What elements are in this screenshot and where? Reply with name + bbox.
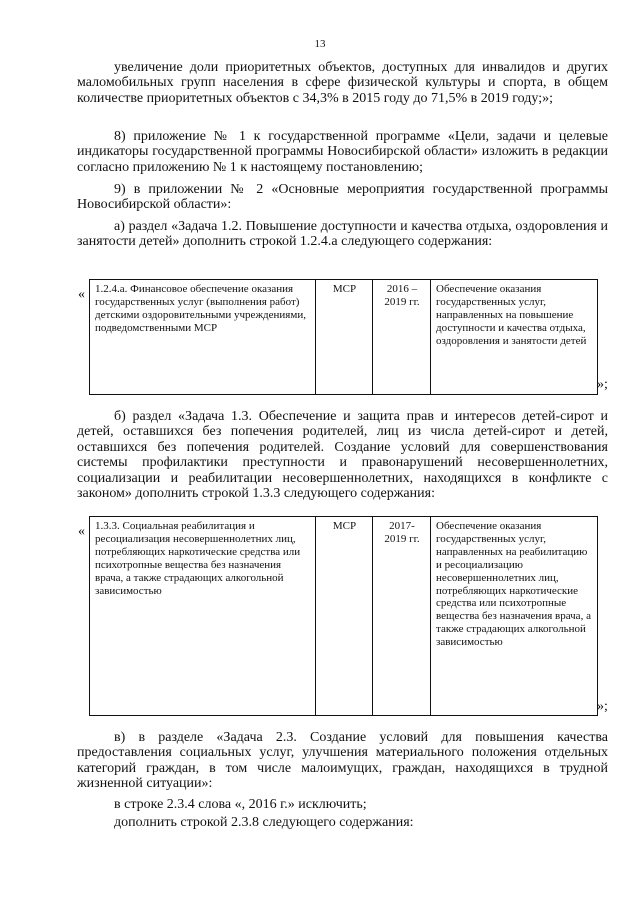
- row-period-cell: 2016 – 2019 гг.: [373, 280, 431, 395]
- page-number: 13: [314, 38, 326, 50]
- open-quote-mark: «: [78, 287, 85, 302]
- paragraph-item-8: 8) приложение № 1 к государственной программе «Цели, задачи и целевые индикаторы государственной программы Новосибирской области» изложить в редакции согласно приложению № 1 к настоящему постановлению;: [77, 129, 608, 175]
- row-name-cell: 1.2.4.а. Финансовое обеспечение оказания государственных услуг (выполнения работ) детскими оздоровительными учреждениями, подведомственными МСР: [90, 280, 316, 395]
- row-executor-cell: МСР: [316, 280, 373, 395]
- open-quote-mark: «: [78, 524, 85, 539]
- paragraph-subitem-a: а) раздел «Задача 1.2. Повышение доступности и качества отдыха, оздоровления и занятости детей» дополнить строкой 1.2.4.а следующего содержания:: [77, 219, 608, 250]
- line-row-2-3-4: в строке 2.3.4 слова «, 2016 г.» исключить;: [114, 797, 367, 812]
- row-result-cell: Обеспечение оказания государственных услуг, направленных на реабилитацию и ресоциализацию несовершеннолетних лиц, потребляющих наркотические средства или психотропные вещества без назначения врача, а также страдающих алкогольной зависимостью: [431, 517, 598, 716]
- row-name-cell: 1.3.3. Социальная реабилитация и ресоциализация несовершеннолетних лиц, потребляющих наркотические средства или психотропные вещества без назначения врача, а также страдающих алкогольной зависимостью: [90, 517, 316, 716]
- paragraph-spatial-accessibility: увеличение доли приоритетных объектов, доступных для инвалидов и других маломобильных групп населения в сфере физической культуры и спорта, в общем количестве приоритетных объектов с 34,3% в 2015 году до 71,5% в 2019 году;»;: [77, 60, 608, 106]
- paragraph-subitem-v: в) в разделе «Задача 2.3. Создание условий для повышения качества предоставления социальных услуг, улучшения материального положения отдельных категорий граждан, в том числе малоимущих, граждан, находящихся в трудной жизненной ситуации»:: [77, 730, 608, 792]
- row-result-cell: Обеспечение оказания государственных услуг, направленных на повышение доступности и качества отдыха, оздоровления и занятости детей: [431, 280, 598, 395]
- row-executor-cell: МСР: [316, 517, 373, 716]
- paragraph-item-9: 9) в приложении № 2 «Основные мероприятия государственной программы Новосибирской области»:: [77, 182, 608, 213]
- line-add-row-2-3-8: дополнить строкой 2.3.8 следующего содержания:: [114, 815, 414, 830]
- close-quote-mark: »;: [597, 377, 608, 392]
- table-row-1-3-3: [89, 516, 598, 716]
- close-quote-mark: »;: [597, 699, 608, 714]
- paragraph-subitem-b: б) раздел «Задача 1.3. Обеспечение и защита прав и интересов детей-сирот и детей, оставшихся без попечения родителей, лиц из числа детей-сирот и детей, оставшихся без попечения родителей. Создание условий для совершенствования системы профилактики преступности и правонарушений несовершеннолетних, социализации и реабилитации несовершеннолетних, находящихся в конфликте с законом» дополнить строкой 1.3.3 следующего содержания:: [77, 409, 608, 502]
- row-period-cell: 2017- 2019 гг.: [373, 517, 431, 716]
- table-row-1-2-4a: [89, 279, 598, 395]
